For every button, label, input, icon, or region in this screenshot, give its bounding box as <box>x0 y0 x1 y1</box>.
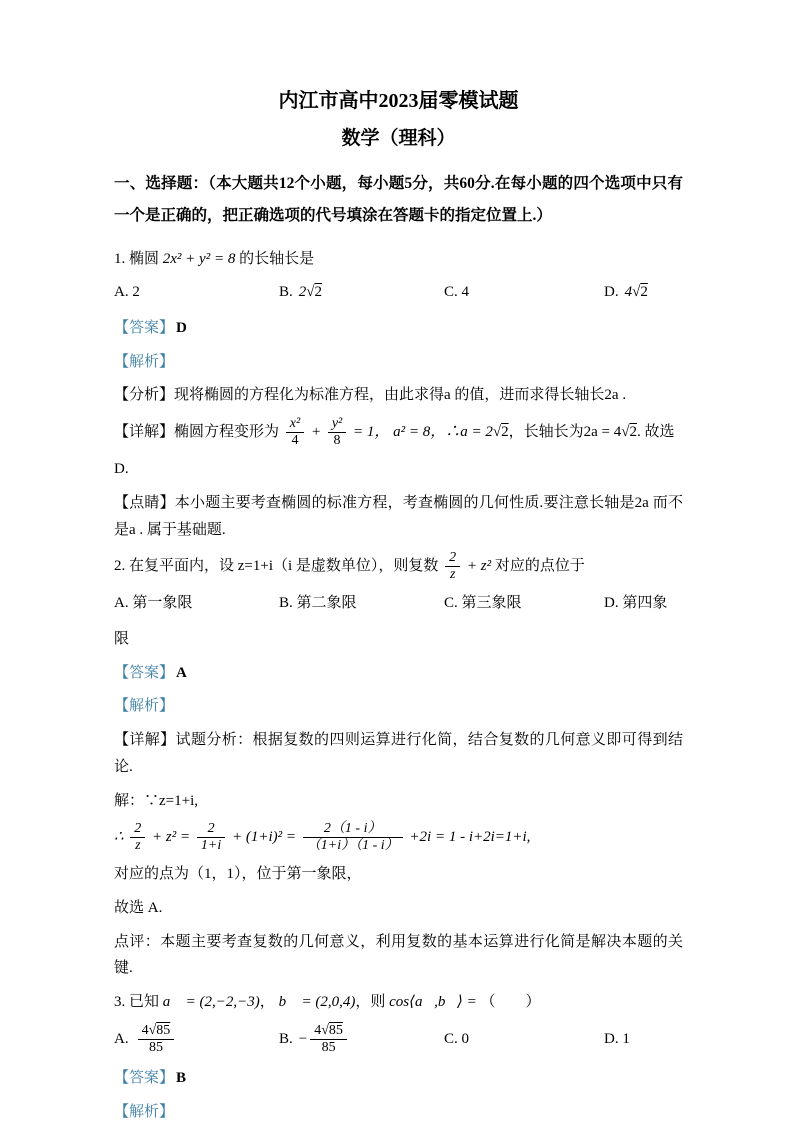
radical-sign: √ <box>321 1022 329 1038</box>
q2-stem-post: 对应的点位于 <box>494 558 585 575</box>
radical-body: 2 <box>629 424 637 440</box>
fenxi-label: 【分析】 <box>114 387 175 404</box>
q1-option-d <box>604 279 683 306</box>
q1-dianjing-text: 本小题主要考查椭圆的标准方程，考查椭圆的几何性质.要注意长轴是2a 而不是a . 属于基础题. <box>114 494 683 538</box>
radical-sign: √ <box>492 424 502 440</box>
q3-analysis-line <box>114 1099 683 1122</box>
q1-stem-pre: 1. 椭圆 <box>114 250 160 267</box>
fraction-numerator: 2 <box>197 821 225 838</box>
q1-xj-seg2: a² = 8，∴ <box>393 424 461 440</box>
radical-body: 2 <box>314 284 322 301</box>
q1-option-b-coef: 2 <box>298 284 307 301</box>
xiangjie-label: 【详解】 <box>114 424 175 440</box>
q2-option-a: A. 第一象限 <box>114 595 193 612</box>
q2-options <box>114 590 683 617</box>
radical <box>149 1023 171 1038</box>
q1-xj-seg1: = 1， <box>353 424 390 440</box>
fraction <box>303 821 403 854</box>
q2-stem-pre: 2. 在复平面内，设 z=1+i（i 是虚数单位），则复数 <box>114 558 439 575</box>
minus-sign: − <box>298 1030 308 1047</box>
q3-options <box>114 1023 683 1056</box>
q2-calc-seg1: + z² = <box>152 829 191 846</box>
q2-answer-line <box>114 660 683 687</box>
fraction <box>130 821 145 854</box>
fraction-numerator: y² <box>328 416 346 433</box>
plus-sign: + <box>310 424 322 440</box>
q1-stem-formula: 2x² + y² = 8 <box>162 250 236 267</box>
q3-vector-b: b⃗ = (2,0,4) <box>278 994 356 1011</box>
answer-label: 【答案】 <box>114 319 175 336</box>
fraction <box>445 550 460 583</box>
fraction-numerator: 2 <box>445 550 460 567</box>
q2-xiangjie-line <box>114 727 683 780</box>
q1-option-b-label: B. <box>279 284 293 301</box>
fraction-denominator: 85 <box>321 1039 336 1055</box>
q3-option-a <box>114 1023 279 1056</box>
q3-option-b-label: B. <box>279 1030 293 1047</box>
q3-vector-a: a⃗ = (2,−2,−3) <box>162 994 260 1011</box>
analysis-label: 【解析】 <box>114 1103 175 1120</box>
radical-sign: √ <box>632 284 641 301</box>
analysis-label: 【解析】 <box>114 353 175 370</box>
q3-option-b <box>279 1023 444 1056</box>
q3-cos-expression: cos⟨a⃗,b⃗⟩ = <box>389 994 477 1011</box>
coefficient: 4 <box>141 1022 149 1038</box>
q2-answer-value: A <box>176 664 187 681</box>
q1-dianjing-line <box>114 490 683 543</box>
radical-body: 85 <box>328 1022 343 1038</box>
q1-option-d-coef: 4 <box>624 284 633 301</box>
q3-stem-pre: 3. 已知 <box>114 994 160 1011</box>
analysis-label: 【解析】 <box>114 698 175 715</box>
q1-fenxi-line <box>114 382 683 409</box>
q3-answer-blank: （ ） <box>480 994 541 1011</box>
q3-sep2: ，则 <box>355 994 386 1011</box>
q1-option-b <box>279 279 444 306</box>
q1-xiangjie-cont: D. <box>114 461 129 478</box>
fraction <box>197 821 225 854</box>
q3-sep1: ， <box>259 994 275 1011</box>
q2-option-d: D. 第四象 <box>604 595 668 612</box>
q3-answer-line <box>114 1065 683 1092</box>
dianjing-label: 【点睛】 <box>114 494 175 511</box>
radical-body: 2 <box>640 284 648 301</box>
q1-xiangjie-line <box>114 416 683 449</box>
q2-stem <box>114 550 683 583</box>
radical-body: 2 <box>501 424 509 440</box>
section-header: 一、选择题：（本大题共12个小题，每小题5分，共60分.在每小题的四个选项中只有一个是正确的，把正确选项的代号填涂在答题卡的指定位置上.） <box>114 175 683 224</box>
xiangjie-label: 【详解】 <box>114 732 176 749</box>
q1-xj-seg3: a = 2 <box>460 424 493 440</box>
fraction-numerator: 2 <box>130 821 145 838</box>
q2-dianping-line: 点评：本题主要考查复数的几何意义，利用复数的基本运算进行化简是解决本题的关键. <box>114 933 683 977</box>
q2-calc-pre: ∴ <box>114 829 124 846</box>
fraction-denominator: z <box>449 567 456 583</box>
fraction-denominator: 85 <box>148 1039 163 1055</box>
q3-option-a-label: A. <box>114 1030 129 1047</box>
q2-xiangjie-text: 试题分析：根据复数的四则运算进行化简，结合复数的几何意义即可得到结论. <box>114 732 683 775</box>
q2-calc-seg3: +2i = 1 - i+2i=1+i, <box>409 829 531 846</box>
q2-jie-line: 解：∵z=1+i, <box>114 792 198 809</box>
q1-option-d-label: D. <box>604 284 619 301</box>
q1-stem-post: 的长轴长是 <box>239 250 315 267</box>
q2-point-line: 对应的点为（1，1），位于第一象限， <box>114 866 362 883</box>
q2-option-b: B. 第二象限 <box>279 595 357 612</box>
radical-sign: √ <box>621 424 630 440</box>
q2-calc-seg2: + (1+i)² = <box>231 829 297 846</box>
radical-body: 85 <box>156 1022 171 1038</box>
q1-options <box>114 279 683 306</box>
q3-answer-value: B <box>176 1070 187 1087</box>
fraction-numerator <box>138 1023 175 1040</box>
q2-stem-mid: + z² <box>466 558 492 575</box>
q2-option-c: C. 第三象限 <box>444 595 522 612</box>
q1-fenxi-text: 现将椭圆的方程化为标准方程，由此求得a 的值，进而求得长轴长2a . <box>174 387 627 404</box>
doc-title: 内江市高中2023届零模试题 <box>278 90 519 112</box>
answer-label: 【答案】 <box>114 664 175 681</box>
q1-xj-seg4: ，长轴长为2a = 4 <box>508 424 622 440</box>
q2-calc-line <box>114 821 683 854</box>
radical-sign: √ <box>148 1022 157 1038</box>
q3-stem <box>114 989 683 1016</box>
radical <box>632 284 648 300</box>
fraction <box>328 416 346 449</box>
q3-option-c: C. 0 <box>444 1031 470 1048</box>
fraction-denominator: z <box>135 838 141 854</box>
answer-label: 【答案】 <box>114 1070 175 1087</box>
q2-analysis-line <box>114 693 683 720</box>
fraction-denominator: （1+i）（1 - i） <box>306 838 399 854</box>
fraction-denominator: 8 <box>333 433 341 449</box>
q1-answer-value: D <box>176 319 187 336</box>
radical <box>306 284 322 300</box>
fraction-numerator: 2（1 - i） <box>303 821 403 838</box>
fraction-numerator <box>310 1023 347 1040</box>
radical <box>621 424 637 440</box>
q1-option-c: C. 4 <box>444 284 470 301</box>
radical <box>493 424 509 440</box>
q1-option-a: A. 2 <box>114 284 140 301</box>
fraction-denominator: 1+i <box>200 838 222 854</box>
q2-option-d-wrap: 限 <box>114 631 130 648</box>
radical-sign: √ <box>306 284 315 301</box>
fraction-numerator: x² <box>286 416 304 433</box>
q1-xj-seg5: . 故选 <box>636 424 675 440</box>
fraction <box>138 1023 175 1056</box>
radical <box>321 1023 343 1038</box>
q1-answer-line <box>114 315 683 342</box>
doc-subtitle: 数学（理科） <box>341 128 456 149</box>
coefficient: 4 <box>314 1022 322 1038</box>
q1-analysis-line <box>114 349 683 376</box>
fraction <box>286 416 304 449</box>
q1-stem <box>114 246 683 273</box>
q1-xiangjie-pre: 椭圆方程变形为 <box>174 424 280 440</box>
fraction <box>310 1023 347 1056</box>
q3-option-d: D. 1 <box>604 1031 630 1048</box>
q2-choice-line: 故选 A. <box>114 900 163 917</box>
fraction-denominator: 4 <box>291 433 299 449</box>
